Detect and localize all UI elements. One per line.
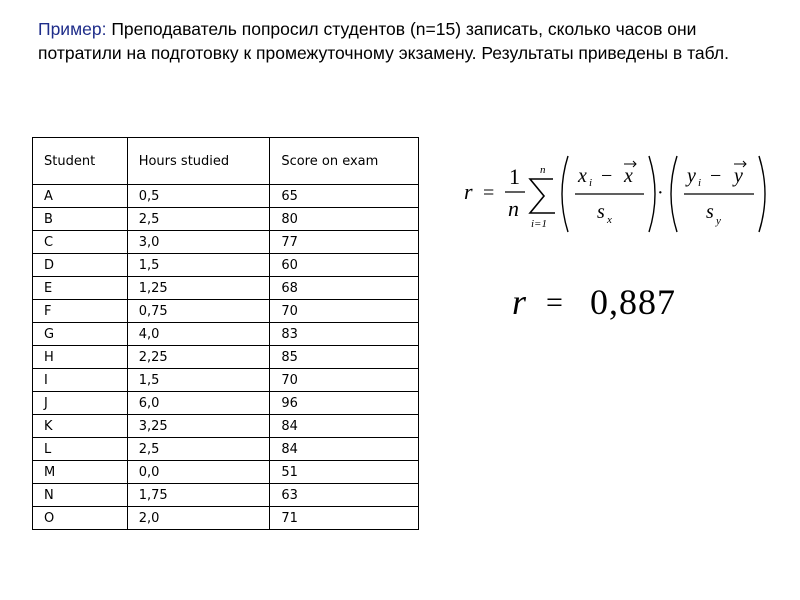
formula-sy: s (706, 201, 714, 223)
formula-sy-sub: y (716, 215, 721, 227)
cell-score-on-exam: 77 (270, 231, 419, 254)
formula-one: 1 (509, 164, 520, 189)
table-header-row (33, 138, 419, 185)
correlation-formula (458, 150, 778, 240)
cell-student: K (33, 415, 128, 438)
cell-hours-studied: 6,0 (127, 392, 270, 415)
formula-x-bar: x (624, 165, 633, 187)
data-table (32, 137, 419, 530)
cell-hours-studied: 1,5 (127, 369, 270, 392)
paren-close-1 (649, 156, 655, 232)
table-row (33, 323, 419, 346)
formula-y-bar: y (734, 165, 743, 187)
table-row (33, 438, 419, 461)
cell-hours-studied: 2,25 (127, 346, 270, 369)
cell-student: G (33, 323, 128, 346)
cell-score-on-exam: 63 (270, 484, 419, 507)
intro-paragraph (38, 17, 778, 65)
cell-hours-studied: 2,0 (127, 507, 270, 530)
formula-sum-upper: n (540, 164, 546, 176)
cell-hours-studied: 1,75 (127, 484, 270, 507)
cell-hours-studied: 4,0 (127, 323, 270, 346)
result-equals: = (546, 286, 563, 319)
cell-student: I (33, 369, 128, 392)
table-row (33, 231, 419, 254)
cell-student: A (33, 185, 128, 208)
cell-score-on-exam: 70 (270, 369, 419, 392)
formula-svg (458, 150, 778, 240)
cell-score-on-exam: 60 (270, 254, 419, 277)
formula-dot: · (657, 182, 664, 204)
table-row (33, 277, 419, 300)
paren-open-1 (562, 156, 568, 232)
cell-student: O (33, 507, 128, 530)
table-row (33, 484, 419, 507)
cell-student: H (33, 346, 128, 369)
cell-hours-studied: 1,25 (127, 277, 270, 300)
cell-score-on-exam: 84 (270, 415, 419, 438)
formula-r: r (464, 179, 473, 204)
correlation-result (510, 274, 710, 334)
formula-y: y (687, 165, 696, 187)
intro-lead: Пример: (38, 19, 107, 39)
cell-hours-studied: 3,0 (127, 231, 270, 254)
cell-score-on-exam: 84 (270, 438, 419, 461)
cell-student: L (33, 438, 128, 461)
table-row (33, 208, 419, 231)
table-row (33, 415, 419, 438)
intro-text: Преподаватель попросил студентов (n=15) записать, сколько часов они потратили на подготовку к промежуточному экзамену. Результаты приведены в табл. (38, 19, 729, 63)
cell-score-on-exam: 83 (270, 323, 419, 346)
table-row (33, 392, 419, 415)
result-svg (510, 274, 710, 334)
formula-minus-2: − (710, 165, 722, 187)
table-row (33, 300, 419, 323)
table-body (33, 185, 419, 530)
header-score-on-exam: Score on exam (270, 138, 419, 185)
cell-student: N (33, 484, 128, 507)
cell-score-on-exam: 70 (270, 300, 419, 323)
formula-y-sub: i (698, 177, 702, 189)
table-row (33, 507, 419, 530)
cell-hours-studied: 3,25 (127, 415, 270, 438)
formula-sx-sub: x (607, 214, 612, 226)
formula-n: n (508, 196, 519, 221)
cell-hours-studied: 2,5 (127, 438, 270, 461)
cell-score-on-exam: 68 (270, 277, 419, 300)
formula-x-sub: i (589, 177, 593, 189)
formula-equals: = (483, 182, 495, 204)
cell-student: F (33, 300, 128, 323)
paren-close-2 (759, 156, 765, 232)
cell-student: C (33, 231, 128, 254)
cell-score-on-exam: 65 (270, 185, 419, 208)
cell-hours-studied: 2,5 (127, 208, 270, 231)
table-row (33, 461, 419, 484)
cell-hours-studied: 1,5 (127, 254, 270, 277)
cell-hours-studied: 0,0 (127, 461, 270, 484)
cell-student: B (33, 208, 128, 231)
cell-score-on-exam: 96 (270, 392, 419, 415)
header-student: Student (33, 138, 128, 185)
cell-score-on-exam: 80 (270, 208, 419, 231)
result-value: 0,887 (590, 282, 676, 322)
table-row (33, 254, 419, 277)
table-row (33, 369, 419, 392)
formula-x: x (578, 165, 587, 187)
table-row (33, 185, 419, 208)
result-r: r (512, 282, 527, 322)
cell-score-on-exam: 51 (270, 461, 419, 484)
cell-score-on-exam: 85 (270, 346, 419, 369)
paren-open-2 (671, 156, 677, 232)
cell-hours-studied: 0,75 (127, 300, 270, 323)
table-row (33, 346, 419, 369)
cell-score-on-exam: 71 (270, 507, 419, 530)
cell-hours-studied: 0,5 (127, 185, 270, 208)
cell-student: M (33, 461, 128, 484)
cell-student: D (33, 254, 128, 277)
cell-student: E (33, 277, 128, 300)
formula-minus-1: − (601, 165, 613, 187)
sigma-icon (530, 179, 555, 213)
header-hours-studied: Hours studied (127, 138, 270, 185)
formula-sx: s (597, 201, 605, 223)
formula-sum-lower: i=1 (531, 218, 547, 230)
cell-student: J (33, 392, 128, 415)
